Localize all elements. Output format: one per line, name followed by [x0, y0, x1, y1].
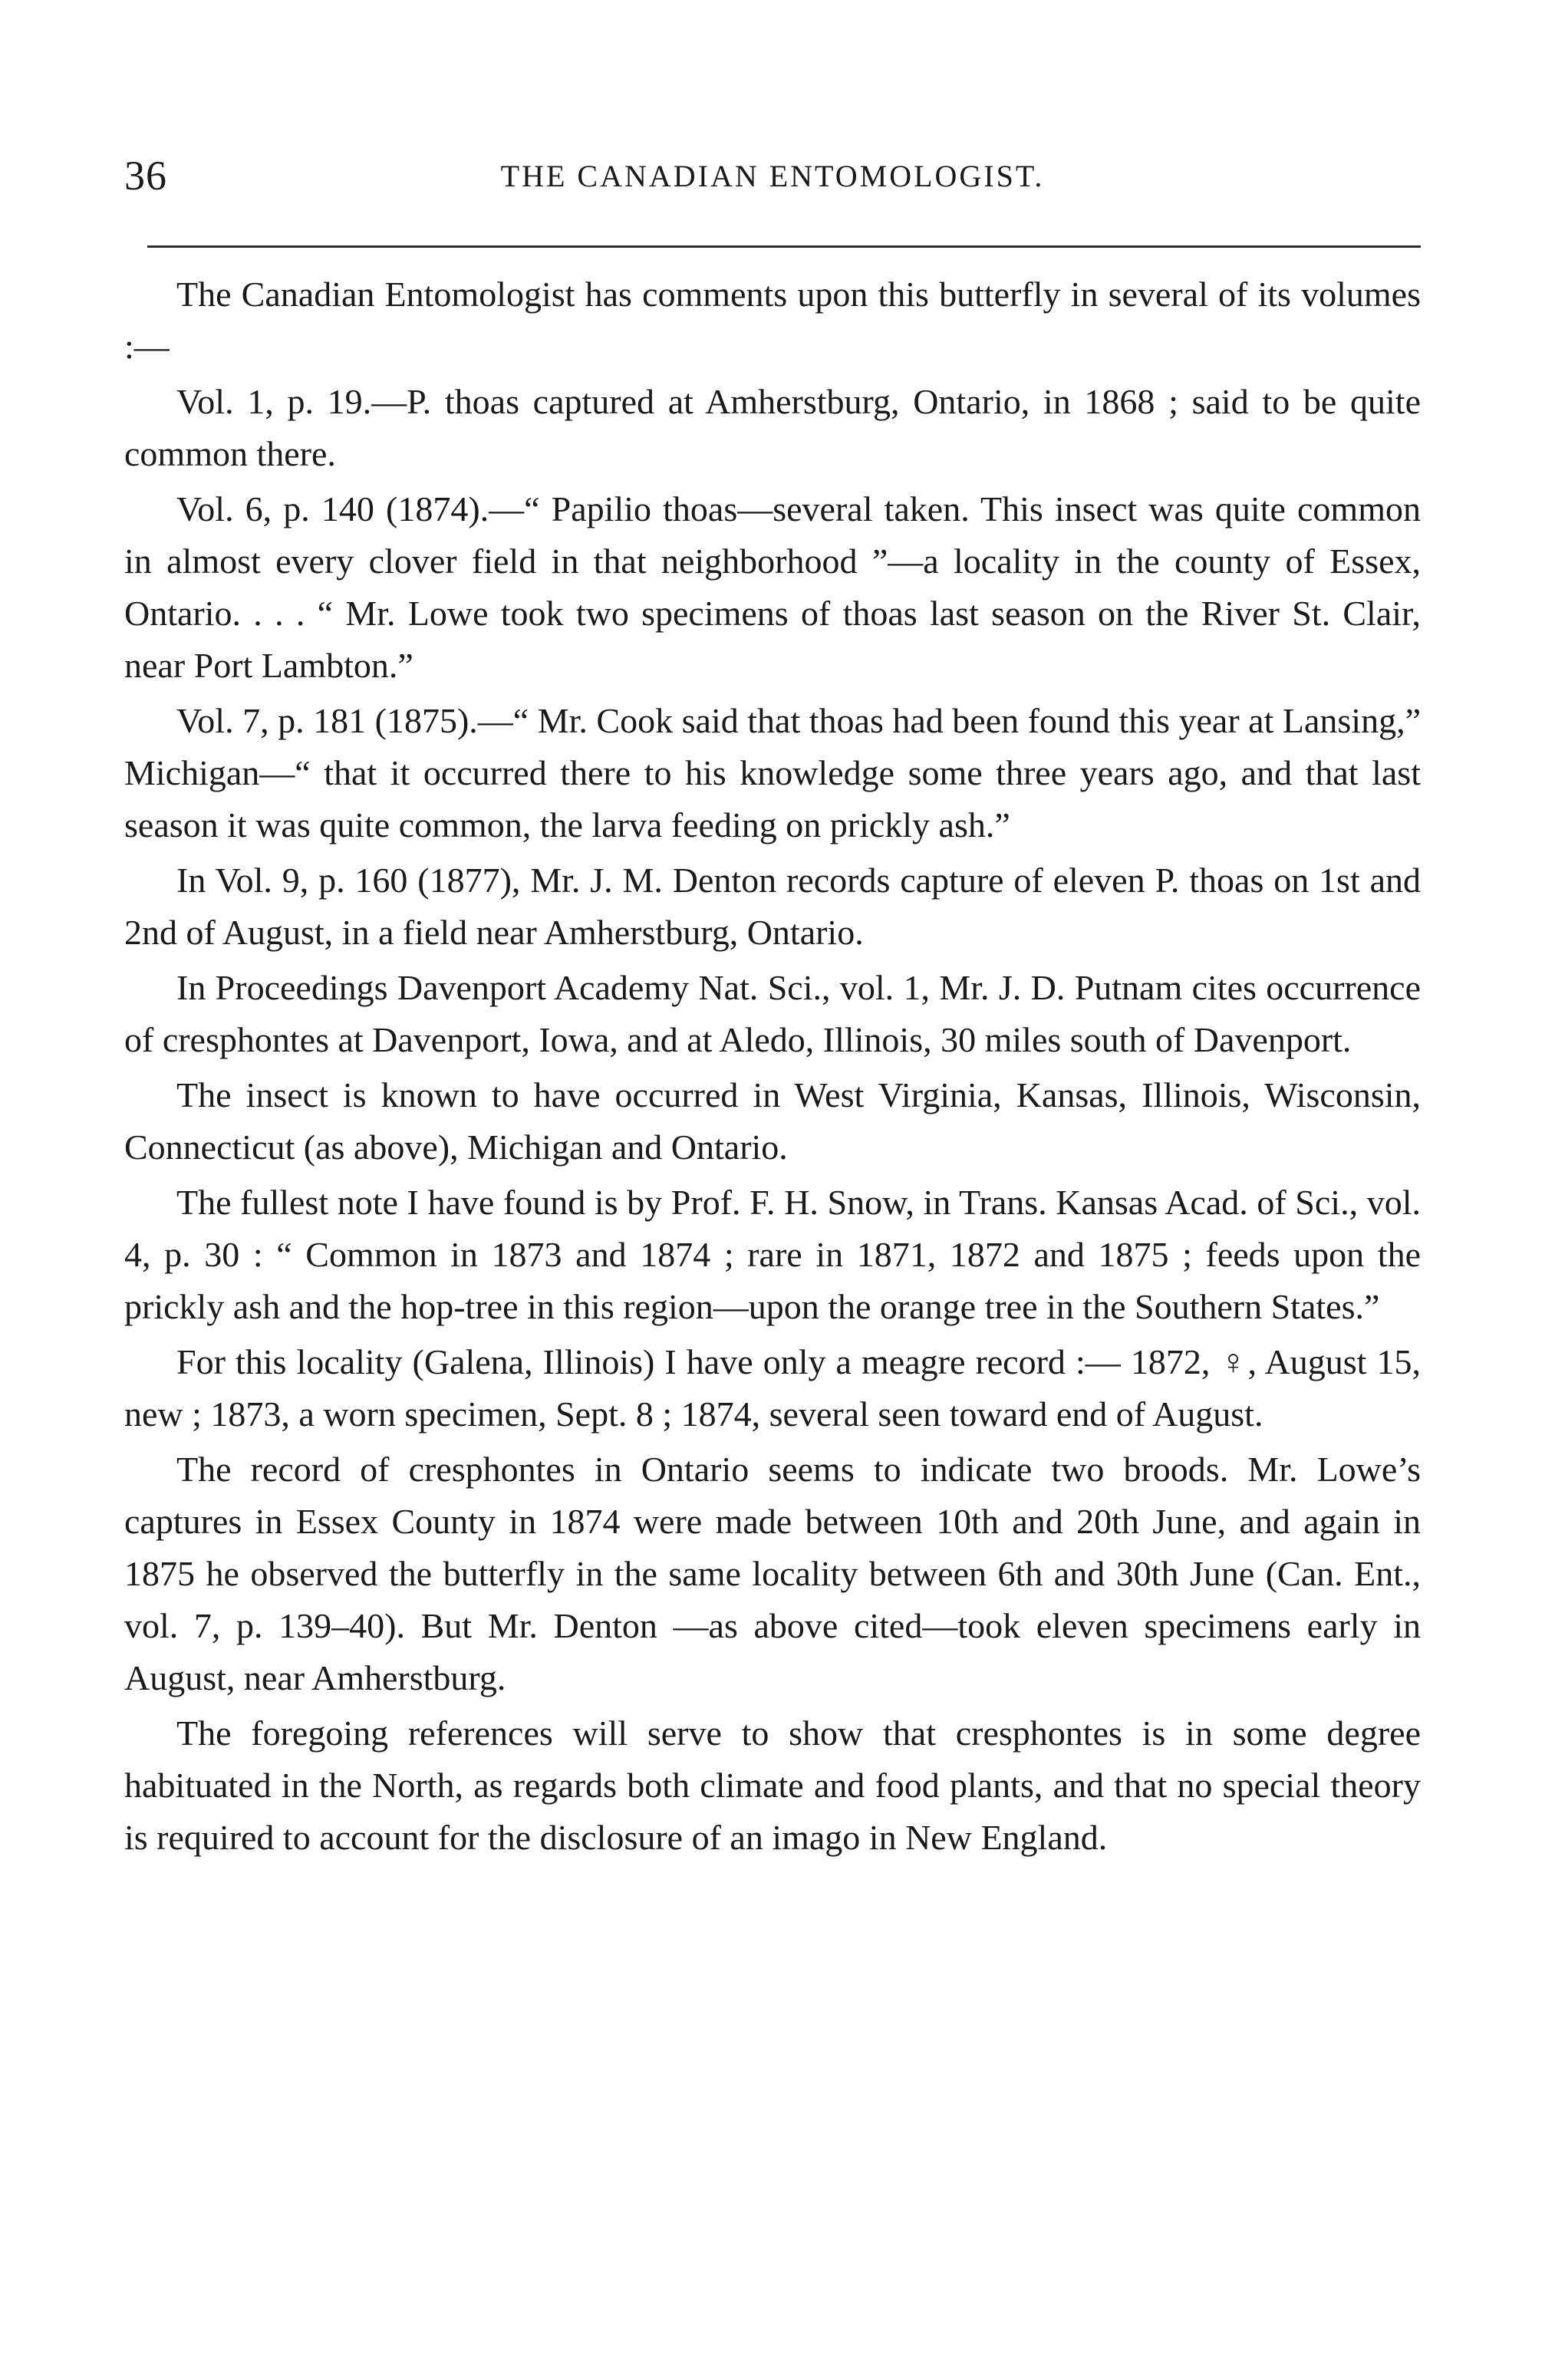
header-rule [147, 245, 1421, 248]
paragraph: In Vol. 9, p. 160 (1877), Mr. J. M. Denton records capture of eleven P. thoas on 1st and 2nd of August, in a field near Amherstburg, Ontario. [124, 861, 1421, 952]
paragraph: The foregoing references will serve to show that cresphontes is in some degree habituated in the North, as regards both climate and food plants, and that no special theory is required to account for the disclosure of an imago in New England. [124, 1713, 1421, 1857]
running-title: THE CANADIAN ENTOMOLOGIST. [500, 159, 1045, 193]
page-number: 36 [124, 153, 167, 199]
paragraph: The fullest note I have found is by Prof. F. H. Snow, in Trans. Kansas Acad. of Sci., vol. 4, p. 30 : “ Common in 1873 and 1874 ; rare in 1871, 1872 and 1875 ; feeds upon the prickly ash and the hop-tree in this region—upon the orange tree in the Southern States.” [124, 1183, 1421, 1326]
paragraph: Vol. 6, p. 140 (1874).—“ Papilio thoas—several taken. This insect was quite common in almost every clover field in that neighborhood ”—a locality in the county of Essex, Ontario. . . . “ Mr. Lowe took two specimens of thoas last season on the River St. Clair, near Port Lambton.” [124, 489, 1421, 685]
paragraph: The insect is known to have occurred in West Virginia, Kansas, Illinois, Wisconsin, Connecticut (as above), Michigan and Ontario. [124, 1075, 1421, 1167]
page [124, 115, 1421, 1857]
paragraph: The Canadian Entomologist has comments upon this butterfly in several of its volumes :— [124, 275, 1421, 366]
page-header [124, 115, 1421, 207]
paragraph: Vol. 1, p. 19.—P. thoas captured at Amherstburg, Ontario, in 1868 ; said to be quite common there. [124, 382, 1421, 473]
paragraph: In Proceedings Davenport Academy Nat. Sci., vol. 1, Mr. J. D. Putnam cites occurrence of cresphontes at Davenport, Iowa, and at Aledo, Illinois, 30 miles south of Davenport. [124, 968, 1421, 1059]
paragraph: The record of cresphontes in Ontario seems to indicate two broods. Mr. Lowe’s captures in Essex County in 1874 were made between 10th and 20th June, and again in 1875 he observed the butterfly in the same locality between 6th and 30th June (Can. Ent., vol. 7, p. 139–40). But Mr. Denton —as above cited—took eleven specimens early in August, near Amherstburg. [124, 1450, 1421, 1697]
paragraph: For this locality (Galena, Illinois) I have only a meagre record :— 1872, ♀, August 15, new ; 1873, a worn specimen, Sept. 8 ; 1874, several seen toward end of August. [124, 1342, 1421, 1434]
paragraph: Vol. 7, p. 181 (1875).—“ Mr. Cook said that thoas had been found this year at Lansing,” Michigan—“ that it occurred there to his knowledge some three years ago, and that last season it was quite common, the larva feeding on prickly ash.” [124, 701, 1421, 844]
body-text [124, 268, 1421, 1867]
